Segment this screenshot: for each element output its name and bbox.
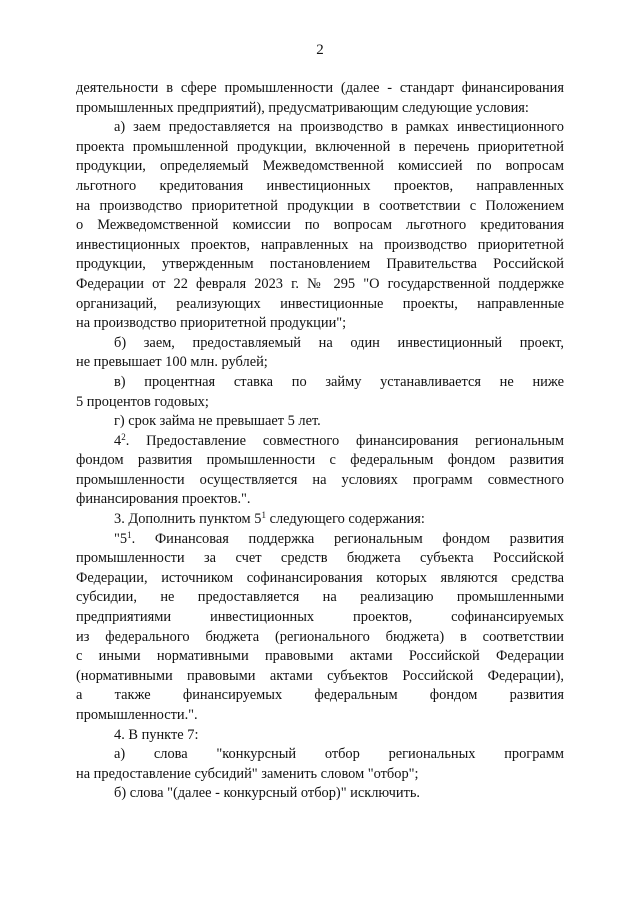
line-text: (нормативными правовыми актами субъектов Российской Федерации),: [76, 667, 564, 684]
text-line: [76, 686, 564, 706]
text-line: [76, 745, 564, 765]
line-text: 5 процентов годовых;: [76, 393, 209, 410]
line-text: на производство приоритетной продукции в соответствии с Положением: [76, 197, 564, 214]
text-line: [76, 667, 564, 687]
text-line: [76, 236, 564, 256]
line-text: из федерального бюджета (регионального бюджета) в соответствии: [76, 628, 564, 645]
line-text: на предоставление субсидий" заменить словом "отбор";: [76, 765, 419, 782]
line-text: проекта промышленной продукции, включенной в перечень приоритетной: [76, 138, 564, 155]
text-line: [76, 706, 564, 726]
line-prefix: 3. Дополнить пунктом 5: [114, 511, 262, 528]
text-line: [76, 451, 564, 471]
line-text: организаций, реализующих инвестиционные проекты, направленные: [76, 295, 564, 312]
line-text: промышленных предприятий), предусматривающим следующие условия:: [76, 99, 529, 116]
text-line: [76, 412, 564, 432]
line-text: с иными нормативными правовыми актами Российской Федерации: [76, 648, 564, 665]
text-line: [76, 157, 564, 177]
text-line: [76, 608, 564, 628]
line-text: о Межведомственной комиссии по вопросам льготного кредитования: [76, 217, 564, 234]
line-text: . Предоставление совместного финансирования региональным: [125, 432, 564, 449]
text-line: [76, 432, 564, 452]
page-number: 2: [316, 42, 324, 58]
text-line: [76, 255, 564, 275]
text-line: [76, 784, 564, 804]
text-line: [76, 353, 564, 373]
superscript: 2: [121, 431, 126, 442]
line-text: промышленности за счет средств бюджета субъекта Российской: [76, 550, 564, 567]
line-text: инвестиционных проектов, направленных на производство приоритетной: [76, 236, 564, 253]
line-prefix: "5: [114, 530, 128, 547]
line-text: в) процентная ставка по займу устанавливается не ниже: [114, 373, 564, 390]
line-text: Федерации от 22 февраля 2023 г. № 295 "О государственной поддержке: [76, 275, 564, 292]
line-text: . Финансовая поддержка региональным фондом развития: [131, 530, 564, 547]
line-prefix: 4: [114, 432, 122, 449]
text-line: [76, 314, 564, 334]
text-line: [76, 588, 564, 608]
line-text: а) слова "конкурсный отбор региональных программ: [114, 746, 564, 763]
text-line: [76, 99, 564, 119]
text-line: [76, 726, 564, 746]
line-text: промышленности.".: [76, 707, 198, 723]
line-text: предприятиями инвестиционных проектов, софинансируемых: [76, 609, 564, 626]
text-line: [76, 628, 564, 648]
text-line: [76, 216, 564, 236]
line-text: а также финансируемых федеральным фондом развития: [76, 687, 564, 704]
line-text: на производство приоритетной продукции";: [76, 315, 347, 332]
line-text: б) заем, предоставляемый на один инвестиционный проект,: [114, 334, 564, 351]
text-line: [76, 373, 564, 393]
line-text: финансирования проектов.".: [76, 491, 251, 508]
text-line: [76, 569, 564, 589]
superscript: 1: [127, 529, 132, 540]
text-line: [76, 79, 564, 99]
text-line: [76, 118, 564, 138]
superscript: 1: [261, 510, 266, 521]
text-line: [76, 393, 564, 413]
text-line: [76, 197, 564, 217]
line-text: 4. В пункте 7:: [114, 726, 199, 743]
text-line: [76, 177, 564, 197]
text-line: [76, 510, 564, 530]
text-line: [76, 295, 564, 315]
text-line: [76, 471, 564, 491]
line-text: следующего содержания:: [265, 511, 425, 528]
line-text: а) заем предоставляется на производство в рамках инвестиционного: [114, 119, 564, 136]
line-text: субсидии, не предоставляется на реализацию промышленными: [76, 589, 564, 606]
line-text: г) срок займа не превышает 5 лет.: [114, 413, 321, 430]
line-text: продукции, утвержденным постановлением Правительства Российской: [76, 256, 564, 273]
line-text: деятельности в сфере промышленности (далее - стандарт финансирования: [76, 80, 564, 96]
text-line: [76, 549, 564, 569]
document-body: [76, 79, 564, 804]
line-text: фондом развития промышленности с федеральным фондом развития: [76, 452, 564, 469]
text-line: [76, 490, 564, 510]
text-line: [76, 765, 564, 785]
line-text: не превышает 100 млн. рублей;: [76, 354, 268, 371]
text-line: [76, 530, 564, 550]
line-text: продукции, определяемый Межведомственной комиссией по вопросам: [76, 158, 564, 175]
text-line: [76, 138, 564, 158]
line-text: б) слова "(далее - конкурсный отбор)" исключить.: [114, 785, 421, 802]
line-text: льготного кредитования инвестиционных проектов, направленных: [76, 177, 564, 194]
text-line: [76, 647, 564, 667]
line-text: Федерации, источником софинансирования которых являются средства: [76, 569, 564, 586]
line-text: промышленности осуществляется на условиях программ совместного: [76, 471, 564, 488]
text-line: [76, 334, 564, 354]
text-line: [76, 275, 564, 295]
